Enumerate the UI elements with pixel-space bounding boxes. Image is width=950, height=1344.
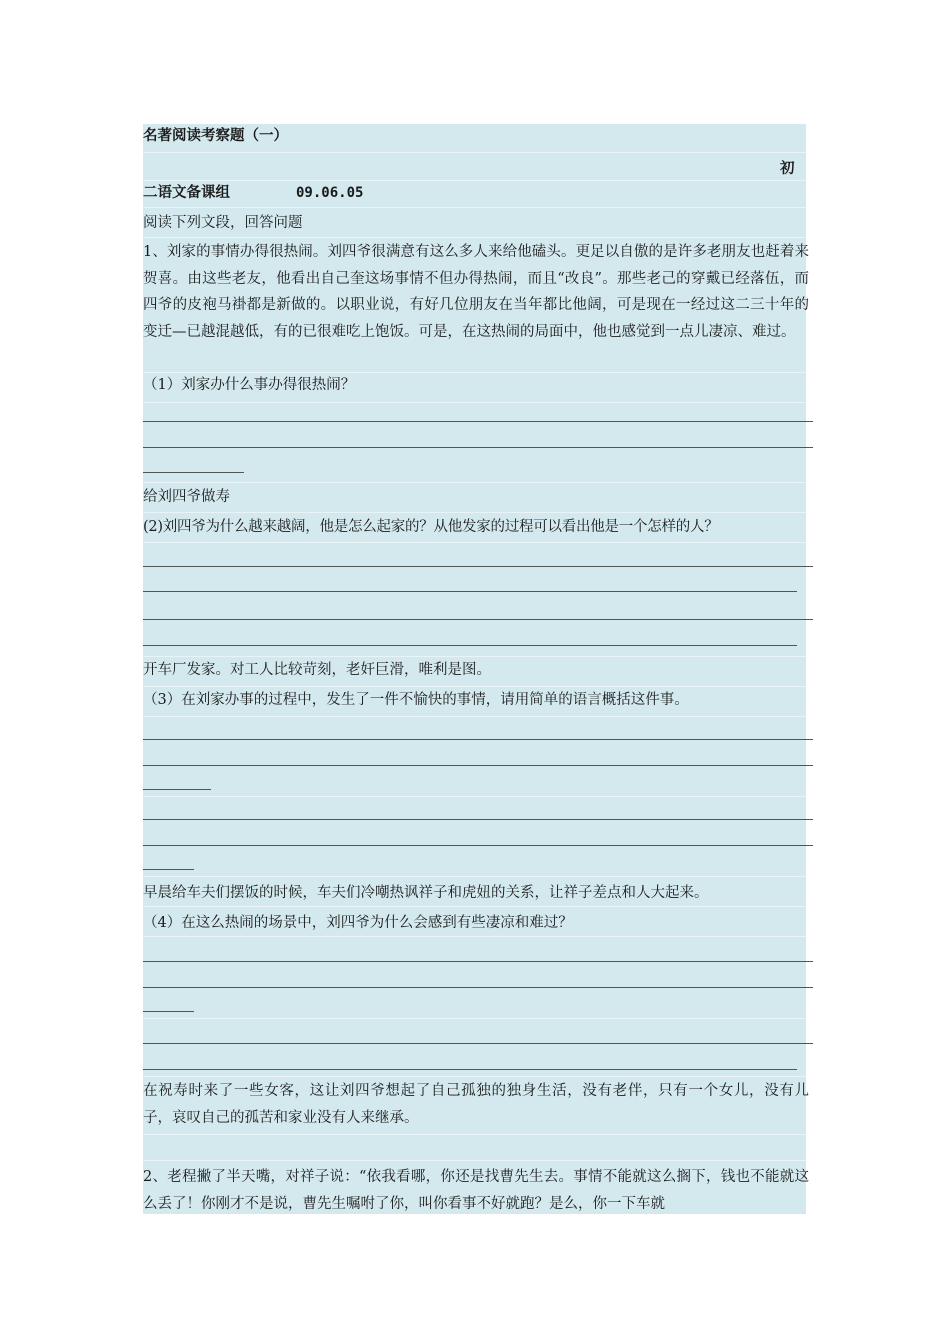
separator — [143, 1134, 806, 1135]
group-name: 二语文备课组 — [143, 184, 230, 201]
page-title: 名著阅读考察题（一） — [143, 127, 288, 144]
answer-line — [143, 961, 813, 962]
separator — [143, 402, 806, 403]
separator — [143, 237, 806, 238]
passage-2: 2、老程撇了半天嘴，对祥子说：“依我看哪，你还是找曹先生去。事情不能就这么搁下，钱也不能就这么丢了！你刚才不是说，曹先生嘱咐了你，叫你看事不好就跑？是么，你一下车就 — [143, 1169, 809, 1212]
instruction: 阅读下列文段，回答问题 — [143, 215, 303, 231]
answer-4: 在祝寿时来了一些女客，这让刘四爷想起了自己孤独的独身生活，没有老伴，只有一个女儿，没有儿子，哀叹自己的孤苦和家业没有人来继承。 — [143, 1083, 809, 1126]
separator — [143, 512, 806, 513]
answer-3: 早晨给车夫们摆饭的时候，车夫们冷嘲热讽祥子和虎妞的关系，让祥子差点和人大起来。 — [143, 885, 709, 901]
separator — [143, 482, 806, 483]
answer-line — [143, 645, 797, 646]
date: 09.06.05 — [296, 185, 364, 201]
separator — [143, 1160, 806, 1161]
answer-line — [143, 566, 813, 567]
answer-line — [143, 739, 813, 740]
answer-line — [143, 447, 813, 448]
answer-line — [143, 591, 797, 592]
question-1: （1）刘家办什么事办得很热闹？ — [143, 377, 356, 393]
answer-line — [143, 1011, 194, 1012]
separator — [143, 180, 806, 181]
separator — [143, 906, 806, 907]
separator — [143, 936, 806, 937]
separator — [143, 542, 806, 543]
separator — [143, 686, 806, 687]
answer-line — [143, 1069, 797, 1070]
separator — [143, 1076, 806, 1077]
answer-line — [143, 472, 244, 473]
answer-line — [143, 819, 813, 820]
passage-1: 1、刘家的事情办得很热闹。刘四爷很满意有这么多人来给他磕头。更足以自傲的是许多老朋友也赶着来贺喜。由这些老友，他看出自己奎这场事情不但办得热闹，而且“改良”。那些老己的穿戴已经落伍，而四爷的皮袍马褂都是新做的。以职业说，有好几位朋友在当年都比他阔，可是现在一经过这二三十年的变迁—已越混越低，有的已很难吃上饱饭。可是，在这热闹的局面中，他也感觉到一点儿凄凉、难过。 — [143, 244, 809, 340]
answer-line — [143, 987, 813, 988]
answer-2: 开车厂发家。对工人比较苛刻，老奸巨滑，唯利是图。 — [143, 662, 491, 678]
separator — [143, 796, 806, 797]
separator — [143, 207, 806, 208]
separator — [143, 656, 806, 657]
answer-line — [143, 421, 813, 422]
separator — [143, 716, 806, 717]
answer-1: 给刘四爷做寿 — [143, 489, 230, 505]
answer-line — [143, 845, 813, 846]
answer-line — [143, 1043, 813, 1044]
question-3: （3）在刘家办事的过程中，发生了一件不愉快的事情，请用简单的语言概括这件事。 — [143, 692, 689, 708]
separator — [143, 152, 806, 153]
header-right: 初 — [780, 160, 795, 177]
separator — [143, 1018, 806, 1019]
separator — [143, 372, 806, 373]
answer-line — [143, 869, 194, 870]
answer-line — [143, 619, 813, 620]
question-4: （4）在这么热闹的场景中，刘四爷为什么会感到有些凄凉和难过？ — [143, 915, 573, 931]
answer-line — [143, 789, 211, 790]
separator — [143, 876, 806, 877]
question-2: (2)刘四爷为什么越来越阔，他是怎么起家的？从他发家的过程可以看出他是一个怎样的人？ — [143, 519, 719, 535]
answer-line — [143, 765, 813, 766]
